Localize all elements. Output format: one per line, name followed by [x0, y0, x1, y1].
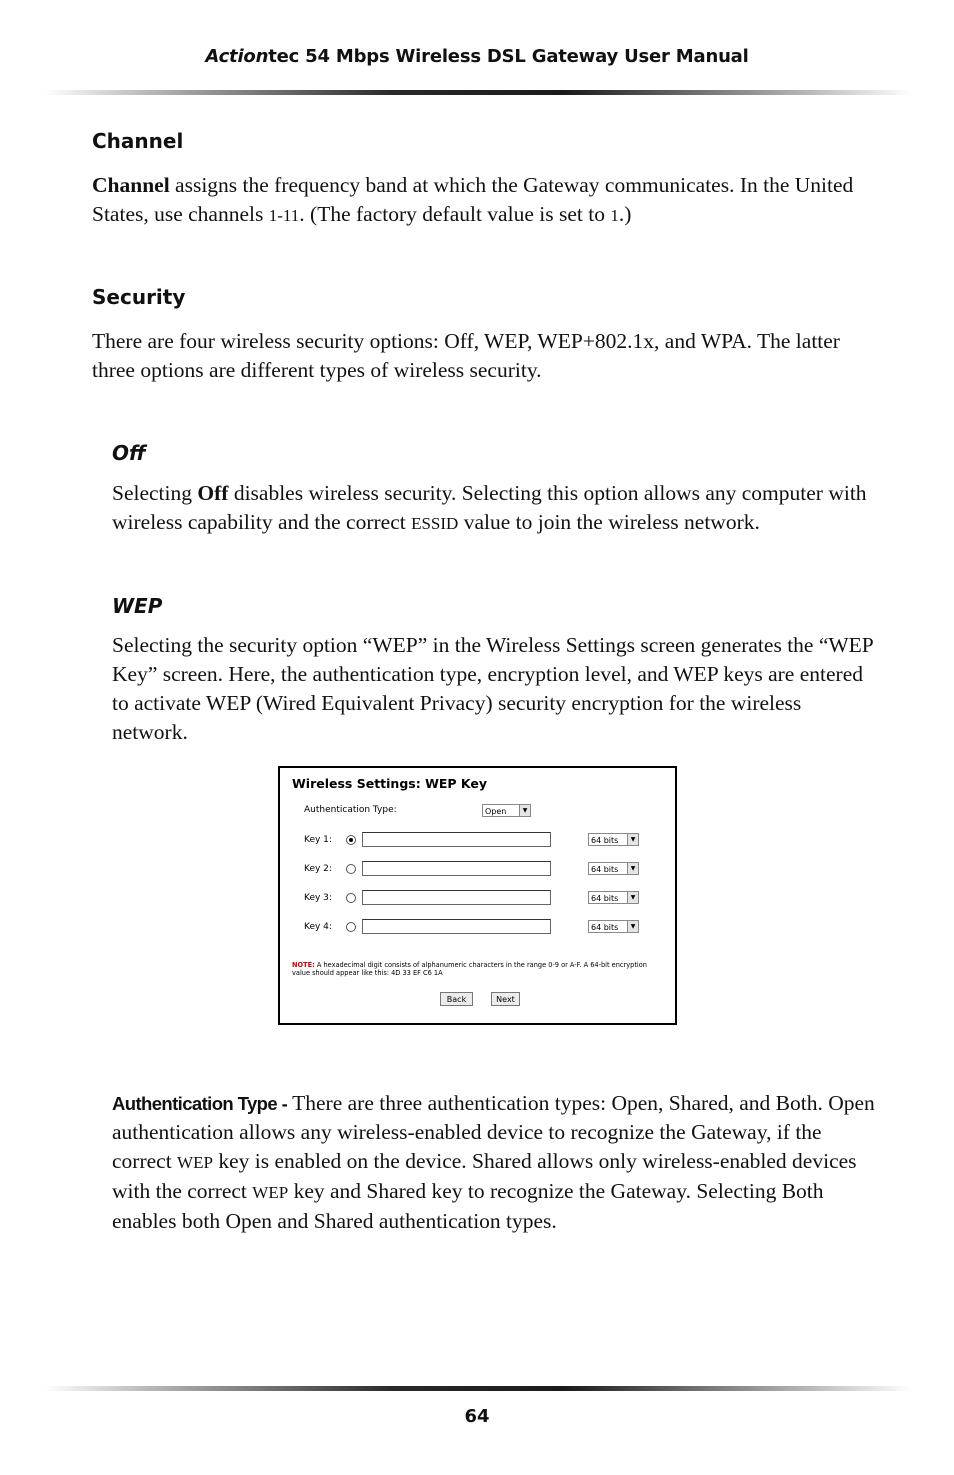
key-label: Key 2:	[304, 864, 332, 874]
header-title: tec 54 Mbps Wireless DSL Gateway User Manual	[268, 46, 749, 67]
channel-text-a: assigns the frequency band at which the Gateway communicates. In the United States, use channels	[92, 173, 854, 226]
channel-text-c: .)	[618, 202, 632, 226]
key-3-radio[interactable]	[346, 893, 356, 903]
key-1-bits-select[interactable]	[588, 833, 639, 846]
key-row-4	[304, 919, 654, 935]
subheading-off: Off	[112, 441, 146, 465]
key-4-input[interactable]	[362, 919, 551, 934]
subheading-wep: WEP	[112, 594, 163, 618]
auth-type-value: Open	[485, 807, 507, 816]
key-1-radio[interactable]	[346, 835, 356, 845]
footer-rule	[44, 1386, 912, 1391]
channel-term: Channel	[92, 173, 170, 197]
page-number: 64	[464, 1406, 490, 1427]
auth-wep-2: WEP	[252, 1183, 289, 1202]
off-text-c: value to join the wireless network.	[458, 510, 760, 534]
off-text-a: Selecting	[112, 481, 198, 505]
key-1-input[interactable]	[362, 832, 551, 847]
chevron-down-icon: ▼	[627, 892, 638, 903]
section-heading-channel: Channel	[92, 129, 184, 153]
chevron-down-icon: ▼	[519, 805, 530, 816]
key-3-input[interactable]	[362, 890, 551, 905]
off-paragraph	[112, 479, 872, 538]
off-term: Off	[197, 481, 229, 505]
key-row-2	[304, 861, 654, 877]
key-3-bits-select[interactable]	[588, 891, 639, 904]
auth-type-paragraph	[112, 1089, 882, 1236]
wep-paragraph: Selecting the security option “WEP” in the Wireless Settings screen generates the “WEP Key” screen. Here, the authentication type, encryption level, and WEP keys are entered to activate WEP (Wired Equivalent Privacy) security encryption for the wireless network.	[112, 633, 873, 744]
next-button[interactable]: Next	[491, 992, 520, 1006]
key-label: Key 1:	[304, 835, 332, 845]
back-button[interactable]: Back	[440, 992, 473, 1006]
key-row-1	[304, 832, 654, 848]
note-text: A hexadecimal digit consists of alphanumeric characters in the range 0-9 or A-F. A 64-bit encryption value should appear like this: 4D 33 EF C6 1A	[292, 961, 647, 977]
key-row-3	[304, 890, 654, 906]
header-rule	[44, 90, 912, 95]
running-header	[0, 46, 954, 67]
off-text-b: disables wireless security. Selecting this option allows any computer with wireless capability and the correct	[112, 481, 867, 534]
header-brand-italic: Action	[205, 46, 269, 67]
section-heading-security: Security	[92, 285, 186, 309]
screenshot-title: Wireless Settings: WEP Key	[292, 776, 487, 791]
auth-text-a: There are three authentication types: Open, Shared, and Both. Open authentication allows any wireless-enabled device to recognize the Gateway, if the correct	[112, 1091, 875, 1173]
key-2-radio[interactable]	[346, 864, 356, 874]
chevron-down-icon: ▼	[627, 863, 638, 874]
auth-type-runin: Authentication Type -	[112, 1093, 288, 1114]
wep-key-screenshot	[278, 766, 677, 1025]
auth-text-b: key is enabled on the device. Shared allows only wireless-enabled devices with the correct	[112, 1149, 857, 1203]
chevron-down-icon: ▼	[627, 921, 638, 932]
channel-text-b: . (The factory default value is set to	[299, 202, 611, 226]
key-4-bits-value: 64 bits	[591, 923, 619, 932]
channel-default: 1	[610, 206, 619, 225]
key-2-input[interactable]	[362, 861, 551, 876]
key-2-bits-value: 64 bits	[591, 865, 619, 874]
channel-range: 1-11	[268, 206, 300, 225]
auth-wep-1: WEP	[177, 1153, 213, 1172]
auth-text-c: key and Shared key to recognize the Gateway. Selecting Both enables both Open and Shared authentication types.	[112, 1179, 824, 1233]
off-essid: ESSID	[411, 514, 459, 533]
chevron-down-icon: ▼	[627, 834, 638, 845]
auth-type-label: Authentication Type:	[304, 805, 397, 815]
key-2-bits-select[interactable]	[588, 862, 639, 875]
key-4-bits-select[interactable]	[588, 920, 639, 933]
key-3-bits-value: 64 bits	[591, 894, 619, 903]
hex-note	[292, 961, 662, 977]
key-4-radio[interactable]	[346, 922, 356, 932]
key-label: Key 4:	[304, 922, 332, 932]
key-label: Key 3:	[304, 893, 332, 903]
key-1-bits-value: 64 bits	[591, 836, 619, 845]
security-paragraph: There are four wireless security options: Off, WEP, WEP+802.1x, and WPA. The latter three options are different types of wireless security.	[92, 329, 840, 382]
channel-paragraph	[92, 171, 872, 230]
note-label: NOTE:	[292, 961, 315, 969]
auth-type-select[interactable]	[482, 804, 531, 817]
